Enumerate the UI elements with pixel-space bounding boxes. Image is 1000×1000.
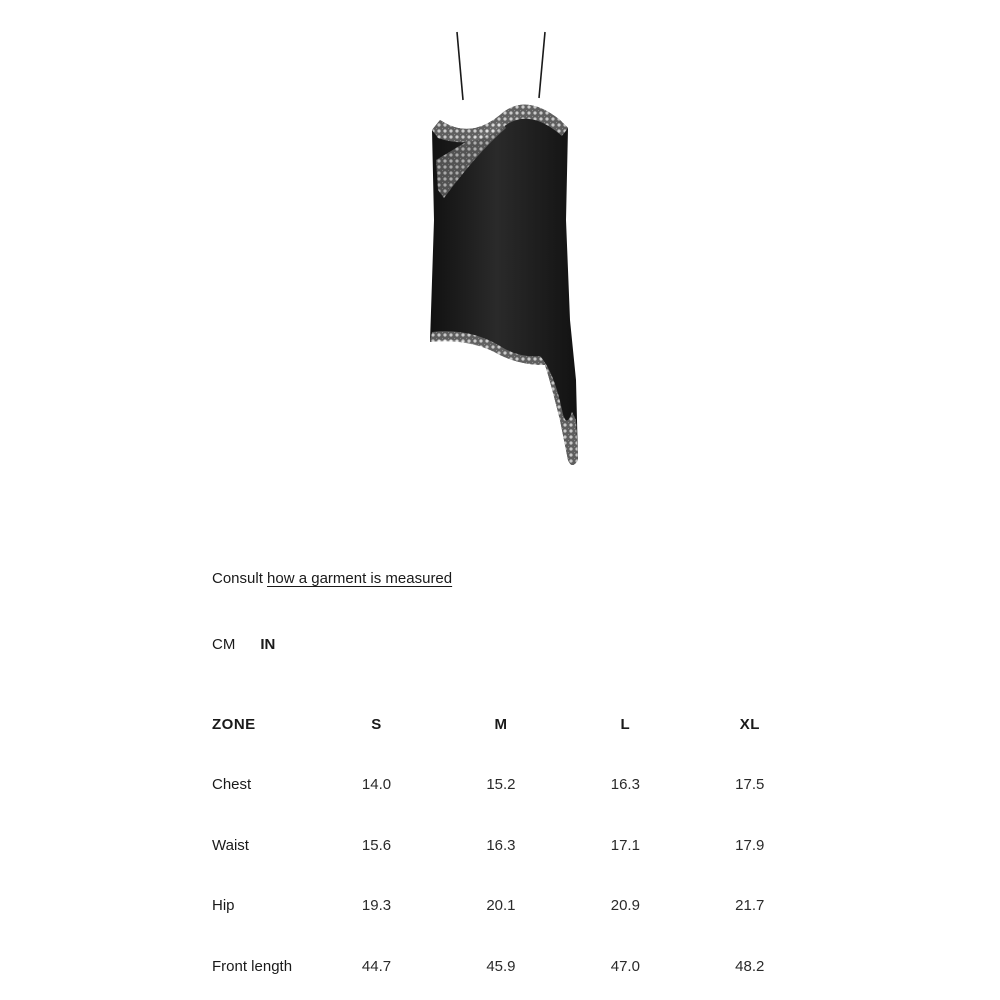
size-table-header-row [212, 694, 812, 755]
zone-label: Hip [212, 897, 235, 915]
unit-toggle [212, 636, 275, 653]
table-cell: 48.2 [735, 957, 765, 975]
product-image [400, 20, 600, 480]
table-cell: 21.7 [735, 897, 765, 915]
table-cell: 15.6 [361, 836, 392, 854]
size-header-s: S [371, 715, 382, 733]
table-cell: 14.0 [361, 776, 392, 794]
consult-prefix: Consult [212, 570, 268, 587]
table-cell: 47.0 [610, 957, 640, 975]
table-cell: 44.7 [361, 957, 392, 975]
consult-text [212, 570, 452, 587]
table-row [212, 755, 812, 816]
zone-header: ZONE [212, 715, 256, 733]
table-cell: 15.2 [486, 776, 516, 794]
zone-label: Waist [212, 836, 249, 854]
table-cell: 16.3 [610, 776, 640, 794]
unit-in-option[interactable]: IN [260, 636, 276, 653]
table-cell: 20.9 [610, 897, 640, 915]
table-row [212, 936, 812, 997]
zone-label: Front length [212, 957, 293, 975]
table-cell: 19.3 [361, 897, 392, 915]
size-table [212, 694, 812, 997]
table-cell: 17.9 [735, 836, 765, 854]
table-cell: 17.5 [735, 776, 765, 794]
table-cell: 17.1 [610, 836, 640, 854]
table-row [212, 815, 812, 876]
zone-label: Chest [212, 776, 252, 794]
unit-cm-option[interactable]: CM [212, 636, 236, 653]
table-cell: 16.3 [486, 836, 516, 854]
size-header-xl: XL [739, 715, 760, 733]
size-header-m: M [494, 715, 508, 733]
table-row [212, 876, 812, 937]
black-lace-slip-dress-image [400, 20, 600, 480]
how-garment-measured-link[interactable]: how a garment is measured [267, 570, 453, 587]
table-cell: 20.1 [486, 897, 516, 915]
size-header-l: L [620, 715, 631, 733]
table-cell: 45.9 [486, 957, 516, 975]
